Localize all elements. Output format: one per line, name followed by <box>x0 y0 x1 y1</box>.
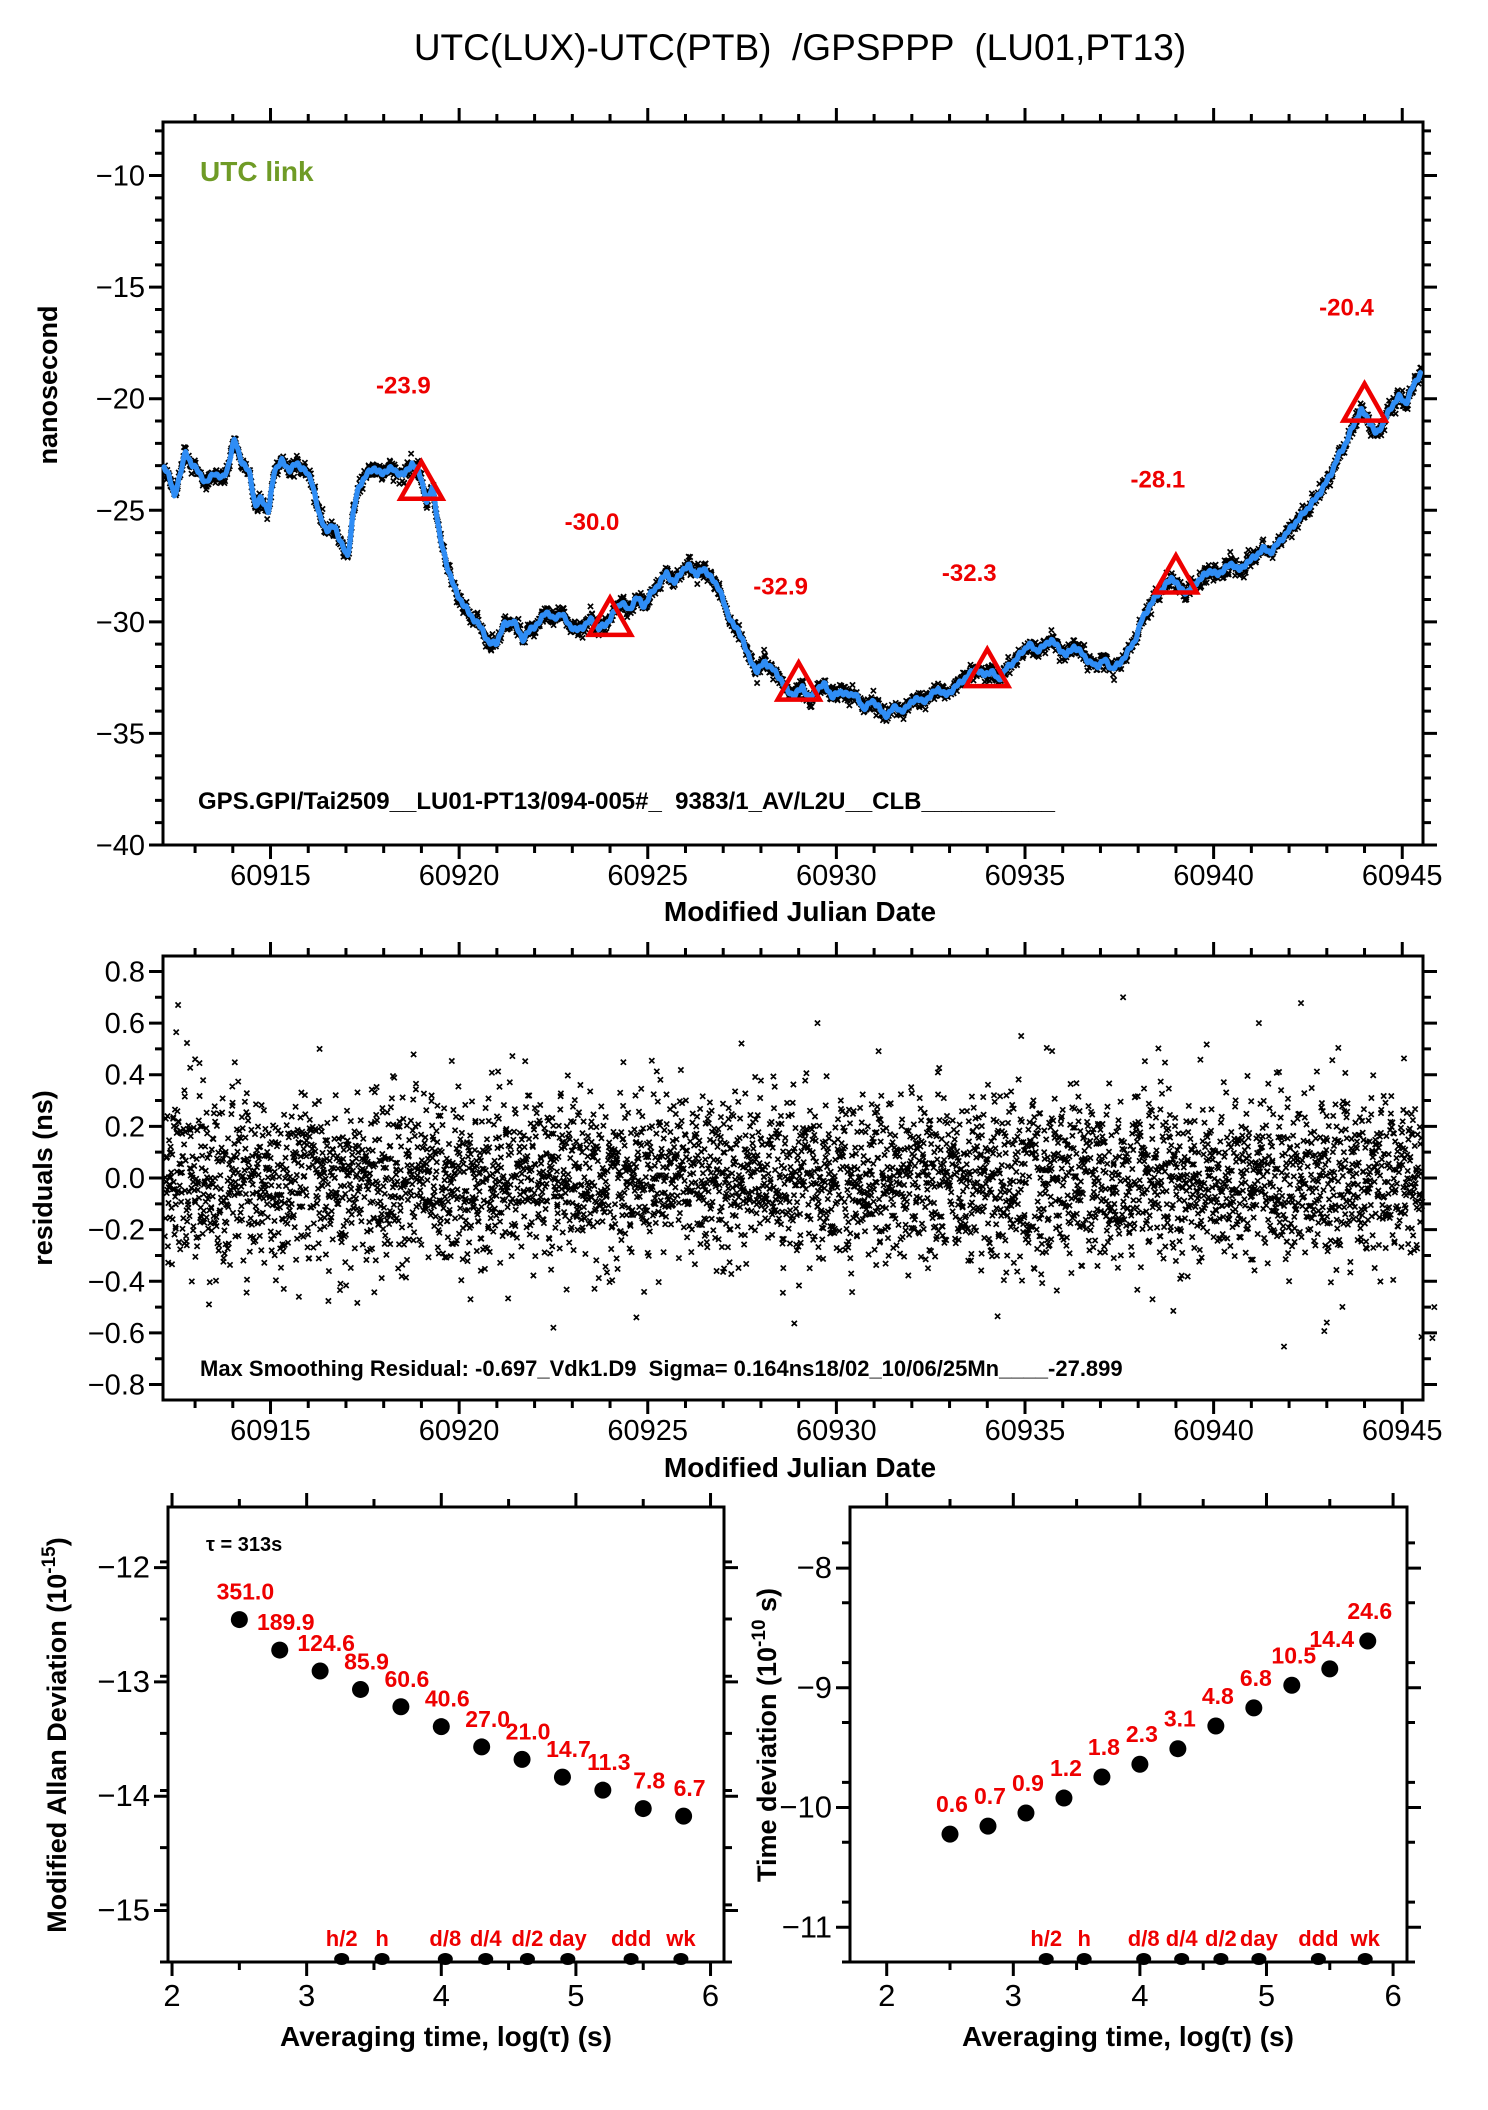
deviation-value-label: 27.0 <box>465 1705 511 1732</box>
deviation-point <box>231 1611 248 1628</box>
time-marker-label: h <box>375 1926 389 1951</box>
svg-text:−0.4: −0.4 <box>87 1266 145 1299</box>
svg-text:60920: 60920 <box>418 1415 500 1447</box>
deviation-value-label: 351.0 <box>216 1578 275 1605</box>
deviation-point <box>1017 1805 1034 1822</box>
time-marker-label: ddd <box>610 1926 652 1951</box>
svg-text:2: 2 <box>878 1978 896 2013</box>
deviation-value-label: 10.5 <box>1271 1642 1317 1669</box>
deviation-point <box>675 1808 692 1825</box>
deviation-point <box>514 1751 531 1768</box>
top-yaxis-title: nanosecond <box>33 305 63 465</box>
svg-text:60940: 60940 <box>1173 1415 1254 1447</box>
time-marker-dot <box>560 1953 575 1965</box>
time-marker-dot <box>375 1953 390 1965</box>
svg-text:0.6: 0.6 <box>104 1008 145 1041</box>
svg-text:−20: −20 <box>95 383 145 416</box>
deviation-value-label: 60.6 <box>384 1665 430 1692</box>
axis-tick-labels <box>96 161 1443 892</box>
time-marker-label: day <box>548 1926 587 1951</box>
time-marker-dot <box>334 1953 349 1965</box>
svg-text:−0.2: −0.2 <box>87 1214 145 1247</box>
deviation-value-label: 14.4 <box>1309 1625 1355 1652</box>
deviation-value-label: 6.7 <box>673 1775 706 1802</box>
time-marker-dot <box>1136 1953 1151 1965</box>
time-marker-label: d/2 <box>1205 1926 1237 1951</box>
svg-text:−13: −13 <box>97 1663 150 1699</box>
calibration-value-label: -32.3 <box>941 560 997 588</box>
br-xaxis-title: Averaging time, log(τ) (s) <box>962 2021 1294 2052</box>
svg-text:3: 3 <box>298 1978 316 2013</box>
top-panel <box>96 108 1443 892</box>
deviation-value-label: 24.6 <box>1347 1597 1393 1624</box>
svg-text:−9: −9 <box>796 1669 832 1705</box>
deviation-point <box>979 1818 996 1835</box>
svg-text:−10: −10 <box>779 1789 832 1825</box>
svg-text:5: 5 <box>567 1978 585 2013</box>
svg-text:−11: −11 <box>781 1909 832 1945</box>
top-annotation: GPS.GPI/Tai2509__LU01-PT13/094-005#_ 9383/1_AV/L2U__CLB__________ <box>198 788 1055 815</box>
svg-text:60915: 60915 <box>230 1415 311 1447</box>
deviation-value-label: 2.3 <box>1125 1721 1158 1748</box>
br-yaxis-title: Time deviation ($10^{-10}$ s) <box>749 1587 782 1883</box>
deviation-point <box>554 1769 571 1786</box>
residuals-stats-text: Max Smoothing Residual: -0.697_Vdk1.D9 Sigma= 0.164ns18/02_10/06/25Mn____-27.899 <box>200 1356 1123 1381</box>
time-marker-label: wk <box>1350 1926 1380 1951</box>
svg-text:60930: 60930 <box>796 1415 877 1447</box>
residuals-scatter <box>162 995 1437 1349</box>
deviation-point <box>271 1642 288 1659</box>
time-marker-label: d/8 <box>1127 1926 1160 1951</box>
time-scale-markers <box>326 1926 697 1965</box>
plot-frame <box>163 122 1423 845</box>
deviation-value-label: 124.6 <box>297 1629 355 1656</box>
svg-text:60945: 60945 <box>1361 860 1443 892</box>
svg-text:−10: −10 <box>95 160 145 193</box>
svg-text:4: 4 <box>1131 1978 1149 2013</box>
deviation-value-label: 1.2 <box>1049 1755 1082 1782</box>
time-marker-dot <box>1077 1953 1092 1965</box>
deviation-point <box>1245 1699 1262 1716</box>
deviation-point <box>942 1826 959 1843</box>
time-marker-label: h <box>1077 1926 1091 1951</box>
svg-text:60935: 60935 <box>984 860 1066 892</box>
deviation-value-label: 1.8 <box>1087 1733 1120 1760</box>
time-marker-dot <box>438 1953 453 1965</box>
deviation-point <box>352 1681 369 1698</box>
svg-text:−40: −40 <box>95 830 145 862</box>
svg-text:−12: −12 <box>97 1549 150 1585</box>
svg-text:0.8: 0.8 <box>104 956 145 989</box>
deviation-point <box>1169 1740 1186 1757</box>
deviation-point <box>312 1662 329 1679</box>
deviation-value-label: 85.9 <box>344 1648 389 1675</box>
deviation-value-label: 4.8 <box>1201 1682 1234 1709</box>
deviation-value-label: 0.9 <box>1011 1770 1044 1797</box>
deviation-point <box>473 1738 490 1755</box>
tdev-panel <box>779 1493 1421 2013</box>
deviation-point <box>1131 1756 1148 1773</box>
bl-xaxis-title: Averaging time, log(τ) (s) <box>280 2021 612 2052</box>
svg-text:6: 6 <box>1384 1978 1402 2013</box>
calibration-value-label: -28.1 <box>1130 466 1186 494</box>
svg-text:3: 3 <box>1004 1978 1022 2013</box>
time-marker-dot <box>1039 1953 1054 1965</box>
deviation-value-label: 14.7 <box>546 1736 591 1763</box>
svg-text:−25: −25 <box>95 495 145 528</box>
svg-text:−8: −8 <box>796 1550 832 1586</box>
calibration-value-label: -32.9 <box>753 573 809 601</box>
deviation-value-label: 11.3 <box>587 1749 631 1776</box>
svg-text:4: 4 <box>432 1978 450 2013</box>
time-marker-label: h/2 <box>1030 1926 1063 1951</box>
time-marker-dot <box>624 1953 639 1965</box>
svg-text:0.2: 0.2 <box>104 1111 145 1144</box>
time-marker-dot <box>1311 1953 1326 1965</box>
deviation-point <box>1207 1717 1224 1734</box>
deviation-point <box>1283 1677 1300 1694</box>
time-marker-dot <box>673 1953 688 1965</box>
svg-text:60925: 60925 <box>607 1415 689 1447</box>
deviation-point <box>1055 1790 1072 1807</box>
svg-text:60945: 60945 <box>1361 1415 1443 1447</box>
deviation-point <box>594 1782 611 1799</box>
deviation-point <box>1093 1768 1110 1785</box>
svg-text:6: 6 <box>701 1978 720 2013</box>
deviation-value-label: 189.9 <box>256 1609 315 1636</box>
time-marker-dot <box>520 1953 535 1965</box>
time-scale-markers <box>1030 1926 1380 1965</box>
svg-text:−15: −15 <box>95 272 145 305</box>
smoothed-line <box>164 373 1420 718</box>
tau-note: τ = 313s <box>206 1534 283 1556</box>
deviation-points <box>936 1598 1392 1843</box>
time-marker-dot <box>1213 1953 1228 1965</box>
svg-text:−35: −35 <box>95 718 145 751</box>
deviation-points <box>217 1579 706 1825</box>
deviation-point <box>392 1698 409 1715</box>
time-marker-dot <box>1251 1953 1266 1965</box>
plot-frame <box>168 1507 724 1962</box>
svg-text:−15: −15 <box>97 1892 150 1928</box>
time-marker-label: wk <box>666 1926 696 1951</box>
svg-text:2: 2 <box>163 1978 181 2013</box>
svg-text:60940: 60940 <box>1173 860 1254 892</box>
svg-text:−14: −14 <box>97 1778 150 1814</box>
svg-text:−0.8: −0.8 <box>87 1369 145 1402</box>
deviation-value-label: 21.0 <box>505 1718 551 1745</box>
deviation-point <box>635 1800 652 1817</box>
time-marker-label: h/2 <box>325 1926 358 1951</box>
calibration-value-label: -20.4 <box>1319 294 1374 322</box>
top-xaxis-title: Modified Julian Date <box>663 896 937 927</box>
bl-yaxis-title: Modified Allan Deviation $(10^{-15})$ <box>39 1537 72 1933</box>
figure-title: UTC(LUX)-UTC(PTB) /GPSPPP (LU01,PT13) <box>413 27 1187 68</box>
deviation-value-label: 0.6 <box>936 1791 968 1818</box>
svg-text:60920: 60920 <box>418 860 500 892</box>
deviation-point <box>433 1718 450 1735</box>
mid-xaxis-title: Modified Julian Date <box>663 1452 937 1483</box>
svg-text:60925: 60925 <box>607 860 689 892</box>
deviation-value-label: 40.6 <box>424 1685 470 1712</box>
svg-text:5: 5 <box>1257 1978 1276 2013</box>
calibration-markers <box>376 295 1385 700</box>
mid-yaxis-title: residuals (ns) <box>28 1090 58 1266</box>
deviation-point <box>1359 1632 1376 1649</box>
svg-text:0.0: 0.0 <box>104 1163 145 1195</box>
time-marker-label: d/4 <box>469 1926 502 1951</box>
time-marker-dot <box>1174 1953 1189 1965</box>
time-marker-label: ddd <box>1298 1926 1339 1951</box>
time-marker-label: d/4 <box>1165 1926 1198 1951</box>
time-marker-label: d/2 <box>511 1926 544 1951</box>
svg-text:60935: 60935 <box>984 1415 1066 1447</box>
deviation-value-label: 0.7 <box>973 1783 1006 1810</box>
svg-text:60915: 60915 <box>230 860 311 892</box>
svg-text:0.4: 0.4 <box>104 1059 145 1092</box>
mdev-panel <box>97 1493 738 2013</box>
utc-link-label: UTC link <box>200 156 314 187</box>
calibration-value-label: -23.9 <box>376 372 431 400</box>
time-marker-label: day <box>1239 1926 1278 1951</box>
time-marker-label: d/8 <box>429 1926 462 1951</box>
deviation-value-label: 7.8 <box>633 1767 666 1794</box>
time-marker-dot <box>478 1953 493 1965</box>
axis-ticks <box>149 108 1437 859</box>
deviation-value-label: 3.1 <box>1163 1705 1196 1732</box>
svg-text:60930: 60930 <box>796 860 877 892</box>
time-marker-dot <box>1358 1953 1373 1965</box>
svg-text:−0.6: −0.6 <box>87 1317 145 1350</box>
deviation-value-label: 6.8 <box>1239 1664 1272 1691</box>
svg-text:−30: −30 <box>95 606 145 639</box>
calibration-value-label: -30.0 <box>564 508 620 536</box>
axis-ticks <box>154 1493 738 1976</box>
deviation-point <box>1321 1660 1338 1677</box>
